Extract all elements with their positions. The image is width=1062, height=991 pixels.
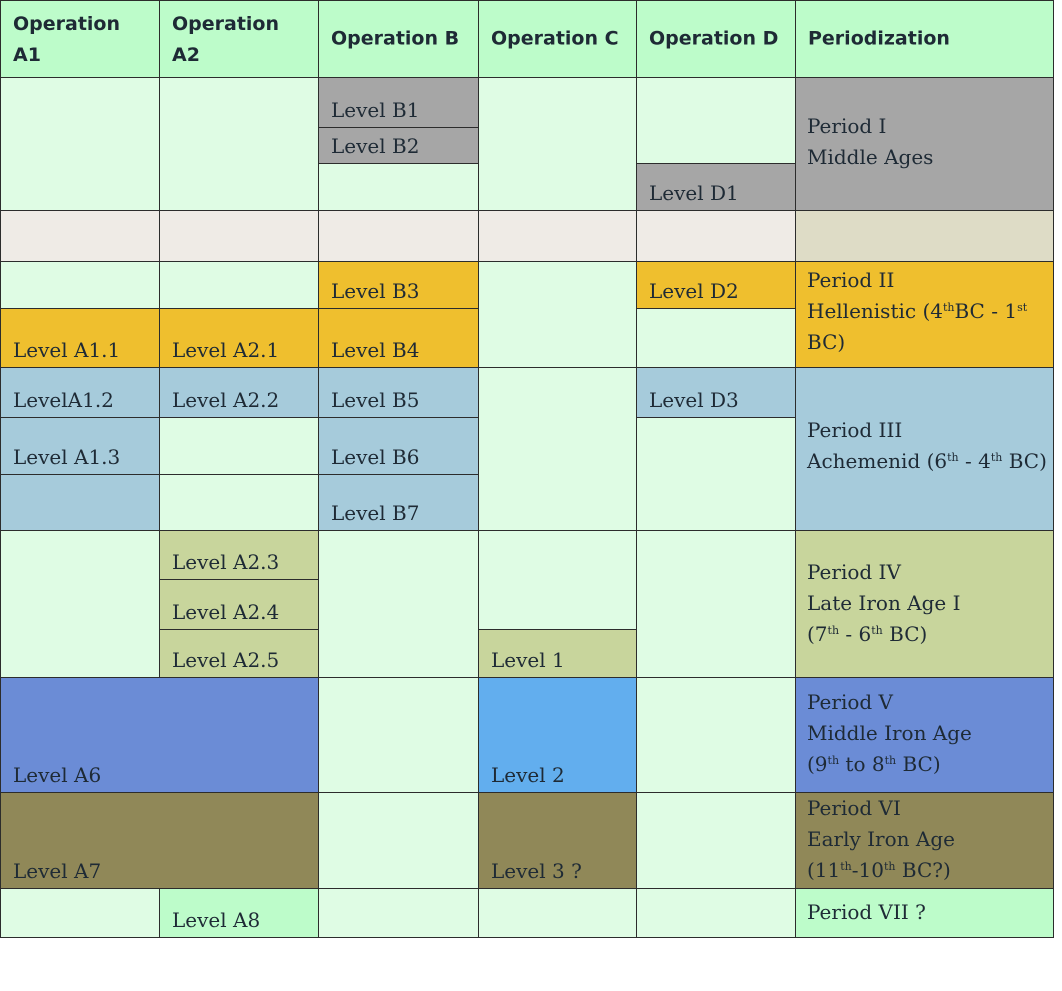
separator-cell <box>636 210 796 262</box>
period-5-range-b: to 8 <box>839 752 885 776</box>
header-operation-d-label: Operation D <box>649 27 779 50</box>
level-c3-cell <box>478 792 637 889</box>
level-d1-label: Level D1 <box>649 181 739 205</box>
level-b5-cell <box>318 367 479 418</box>
separator-cell <box>0 210 160 262</box>
period-2-cell <box>795 261 1054 368</box>
level-a2-3-label: Level A2.3 <box>172 550 280 574</box>
period-5-range-c: BC) <box>896 752 941 776</box>
level-d2-label: Level D2 <box>649 279 739 303</box>
level-b4-label: Level B4 <box>331 338 420 362</box>
level-a2-2-label: Level A2.2 <box>172 388 280 412</box>
level-d1-cell <box>636 163 796 211</box>
header-operation-a2 <box>159 0 319 78</box>
header-periodization <box>795 0 1054 78</box>
header-operation-c-label: Operation C <box>491 27 619 50</box>
empty-cell <box>636 308 796 368</box>
level-a1-2-cell <box>0 367 160 418</box>
empty-cell <box>636 530 796 678</box>
empty-cell <box>159 77 319 211</box>
period-6-range-b: -10 <box>851 858 884 882</box>
period-2-desc-b: BC - 1 <box>954 299 1018 323</box>
level-a2-1-label: Level A2.1 <box>172 338 280 362</box>
header-operation-c <box>478 0 637 78</box>
period-4-name: Period IV <box>807 560 901 584</box>
empty-cell <box>159 474 319 531</box>
level-d3-cell <box>636 367 796 418</box>
period-6-sup-b: th <box>884 860 896 873</box>
header-operation-a1-line2: A1 <box>13 44 41 66</box>
level-a7-cell <box>0 792 319 889</box>
level-a2-5-label: Level A2.5 <box>172 648 280 672</box>
period-1-cell <box>795 77 1054 211</box>
empty-cell <box>0 888 160 938</box>
empty-cell <box>636 792 796 889</box>
level-a1-unnamed-cell <box>0 474 160 531</box>
empty-cell <box>0 530 160 678</box>
period-2-sup-a: th <box>942 301 955 314</box>
period-2-desc <box>807 296 1047 327</box>
period-5-desc: Middle Iron Age <box>807 721 972 745</box>
period-2-name: Period II <box>807 268 895 292</box>
level-a1-1-cell <box>0 308 160 368</box>
period-5-range-a: (9 <box>807 752 828 776</box>
level-b4-cell <box>318 308 479 368</box>
empty-cell <box>478 261 637 368</box>
level-b7-cell <box>318 474 479 531</box>
empty-cell <box>318 888 479 938</box>
period-5-range <box>807 749 1047 780</box>
period-1-desc: Middle Ages <box>807 145 934 169</box>
empty-cell <box>318 677 479 793</box>
period-4-range-a: (7 <box>807 622 828 646</box>
period-5-sup-b: th <box>884 754 897 767</box>
header-operation-a2-line2: A2 <box>172 44 200 66</box>
period-4-range-b: - 6 <box>839 622 872 646</box>
period-6-range-a: (11 <box>807 858 841 882</box>
header-periodization-label: Periodization <box>808 27 950 50</box>
level-b5-label: Level B5 <box>331 388 420 412</box>
level-d2-cell <box>636 261 796 309</box>
period-7-name: Period VII ? <box>807 900 926 924</box>
level-b6-label: Level B6 <box>331 445 420 469</box>
level-a1-3-cell <box>0 417 160 475</box>
header-operation-a1 <box>0 0 160 78</box>
period-3-sup-a: th <box>947 451 959 464</box>
level-c3-label: Level 3 ? <box>491 859 582 883</box>
separator-cell <box>159 210 319 262</box>
period-4-range-c: BC) <box>882 622 928 646</box>
level-a1-1-label: Level A1.1 <box>13 338 121 362</box>
level-a6-cell <box>0 677 319 793</box>
period-6-range <box>807 855 1047 886</box>
level-d3-label: Level D3 <box>649 388 739 412</box>
level-c2-label: Level 2 <box>491 763 565 787</box>
level-a6-label: Level A6 <box>13 763 102 787</box>
period-5-cell <box>795 677 1054 793</box>
empty-cell <box>636 677 796 793</box>
level-a7-label: Level A7 <box>13 859 102 883</box>
level-b3-label: Level B3 <box>331 279 420 303</box>
separator-cell <box>318 210 479 262</box>
header-operation-b <box>318 0 479 78</box>
level-a2-2-cell <box>159 367 319 418</box>
level-a1-3-label: Level A1.3 <box>13 445 121 469</box>
period-3-name: Period III <box>807 418 903 442</box>
level-b1-cell <box>318 77 479 128</box>
header-operation-d <box>636 0 796 78</box>
level-b2-cell <box>318 127 479 164</box>
level-a1-2-label: LevelA1.2 <box>13 388 114 412</box>
level-a2-5-cell <box>159 629 319 678</box>
level-b1-label: Level B1 <box>331 98 420 122</box>
separator-cell <box>478 210 637 262</box>
period-3-desc-a: Achemenid (6 <box>807 449 948 473</box>
empty-cell <box>318 792 479 889</box>
header-operation-a2-line1: Operation <box>172 13 280 35</box>
period-2-sup-b: st <box>1017 301 1028 314</box>
period-6-desc: Early Iron Age <box>807 827 955 851</box>
empty-cell <box>478 888 637 938</box>
empty-cell <box>636 888 796 938</box>
empty-cell <box>318 530 479 678</box>
level-c2-cell <box>478 677 637 793</box>
level-c1-cell <box>478 629 637 678</box>
empty-cell <box>636 417 796 531</box>
period-2-desc-a: Hellenistic (4 <box>807 299 943 323</box>
period-6-sup-a: th <box>840 860 852 873</box>
period-5-sup-a: th <box>827 754 840 767</box>
level-a2-1-cell <box>159 308 319 368</box>
header-operation-b-label: Operation B <box>331 27 460 50</box>
period-4-range <box>807 619 1047 650</box>
level-a8-label: Level A8 <box>172 908 261 932</box>
period-2-desc-c: BC) <box>807 330 846 354</box>
period-6-range-c: BC?) <box>895 858 951 882</box>
period-3-sup-b: th <box>990 451 1003 464</box>
empty-cell <box>318 163 479 211</box>
period-3-desc-c: BC) <box>1002 449 1047 473</box>
header-operation-a1-line1: Operation <box>13 13 121 35</box>
period-3-desc <box>807 446 1047 477</box>
period-6-name: Period VI <box>807 796 901 820</box>
level-b3-cell <box>318 261 479 309</box>
period-6-cell <box>795 792 1054 889</box>
separator-cell <box>795 210 1054 262</box>
level-a2-4-cell <box>159 579 319 630</box>
empty-cell <box>0 77 160 211</box>
empty-cell <box>478 530 637 630</box>
period-4-desc: Late Iron Age I <box>807 591 961 615</box>
level-c1-label: Level 1 <box>491 648 565 672</box>
period-4-sup-a: th <box>827 624 840 637</box>
period-4-sup-b: th <box>871 624 883 637</box>
level-a2-4-label: Level A2.4 <box>172 600 280 624</box>
empty-cell <box>159 261 319 309</box>
period-3-desc-b: - 4 <box>958 449 991 473</box>
empty-cell <box>478 77 637 211</box>
period-7-cell <box>795 888 1054 938</box>
period-5-name: Period V <box>807 690 893 714</box>
level-b7-label: Level B7 <box>331 501 420 525</box>
level-a2-3-cell <box>159 530 319 580</box>
period-4-cell <box>795 530 1054 678</box>
period-3-cell <box>795 367 1054 531</box>
empty-cell <box>636 77 796 164</box>
empty-cell <box>478 367 637 531</box>
level-a8-cell <box>159 888 319 938</box>
level-b6-cell <box>318 417 479 475</box>
empty-cell <box>159 417 319 475</box>
period-1-name: Period I <box>807 114 887 138</box>
level-b2-label: Level B2 <box>331 134 420 158</box>
empty-cell <box>0 261 160 309</box>
